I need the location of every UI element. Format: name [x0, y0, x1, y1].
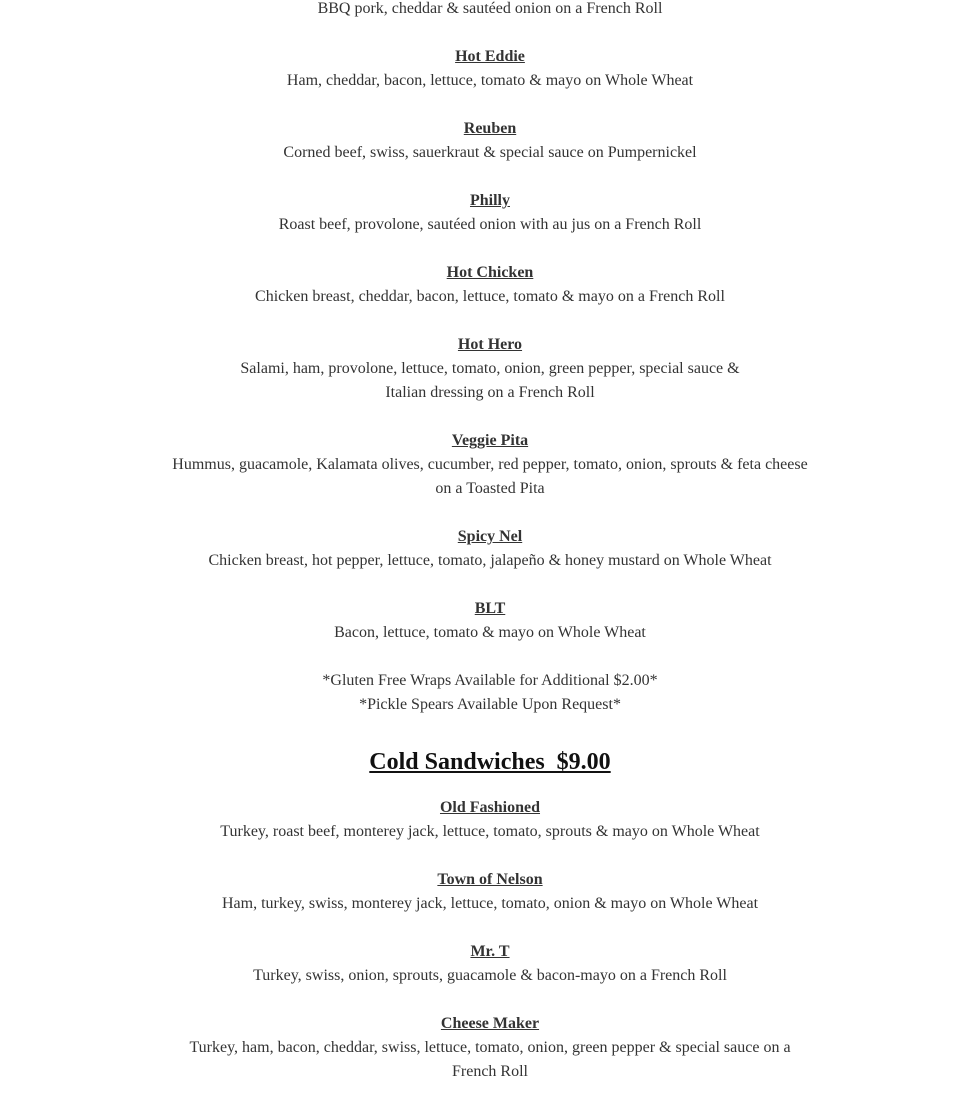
- menu-item-title: BLT: [474, 600, 506, 617]
- menu-item-hot-eddie: [0, 45, 980, 93]
- menu-item-title: Town of Nelson: [437, 871, 543, 888]
- spacer: [0, 988, 980, 1012]
- menu-item-description: Turkey, swiss, onion, sprouts, guacamole & bacon-mayo on a French Roll: [253, 967, 727, 984]
- menu-item-blt: [0, 597, 980, 645]
- menu-item-title: Mr. T: [470, 943, 510, 960]
- spacer: [0, 93, 980, 117]
- menu-item-description: Roast beef, provolone, sautéed onion with au jus on a French Roll: [278, 216, 702, 233]
- menu-item-title: Spicy Nel: [457, 528, 523, 545]
- spacer: [0, 844, 980, 868]
- menu-item-reuben: [0, 117, 980, 165]
- menu-item-description: Turkey, ham, bacon, cheddar, swiss, lettuce, tomato, onion, green pepper & special sauce on a French Roll: [189, 1039, 791, 1080]
- menu-item-hot-hero: [0, 333, 980, 405]
- menu-item-title: Hot Eddie: [455, 48, 525, 65]
- spacer: [0, 165, 980, 189]
- menu-item-description: Chicken breast, hot pepper, lettuce, tomato, jalapeño & honey mustard on Whole Wheat: [208, 552, 772, 569]
- menu-item-description: Bacon, lettuce, tomato & mayo on Whole Wheat: [334, 624, 646, 641]
- spacer: [0, 405, 980, 429]
- spacer: [0, 309, 980, 333]
- menu-item-title: Reuben: [463, 120, 517, 137]
- menu-item-old-fashioned: [0, 796, 980, 844]
- spacer: [0, 237, 980, 261]
- spacer: [0, 777, 980, 796]
- menu-item-description: Ham, cheddar, bacon, lettuce, tomato & mayo on Whole Wheat: [286, 72, 694, 89]
- menu-item-veggie-pita: [0, 429, 980, 501]
- menu-item-description: BBQ pork, cheddar & sautéed onion on a French Roll: [317, 0, 663, 17]
- menu-item-title: Old Fashioned: [439, 799, 541, 816]
- menu-item-title: Cheese Maker: [440, 1015, 540, 1032]
- menu-item-philly: [0, 189, 980, 237]
- menu-item-title: Philly: [469, 192, 510, 209]
- spacer: [0, 573, 980, 597]
- section-title-cold-sandwiches: Cold Sandwiches $9.00: [369, 749, 611, 775]
- menu-item-title: Hot Hero: [457, 336, 523, 353]
- menu-item-title: Hot Chicken: [446, 264, 534, 281]
- spacer: [0, 21, 980, 45]
- menu-item-spicy-nel: [0, 525, 980, 573]
- menu-item-description: Chicken breast, cheddar, bacon, lettuce, tomato & mayo on a French Roll: [255, 288, 725, 305]
- menu-item-title: Veggie Pita: [451, 432, 529, 449]
- spacer: [0, 916, 980, 940]
- menu-item-description: Corned beef, swiss, sauerkraut & special sauce on Pumpernickel: [283, 144, 697, 161]
- menu-item-town-of-nelson: [0, 868, 980, 916]
- menu-item-cheese-maker: [0, 1012, 980, 1084]
- pickle-note: *Pickle Spears Available Upon Request*: [359, 696, 621, 713]
- menu-item-description: Turkey, roast beef, monterey jack, lettuce, tomato, sprouts & mayo on Whole Wheat: [220, 823, 760, 840]
- menu-item-mr-t: [0, 940, 980, 988]
- menu-item-description: Ham, turkey, swiss, monterey jack, lettuce, tomato, onion & mayo on Whole Wheat: [221, 895, 759, 912]
- spacer: [0, 645, 980, 669]
- menu-item-description: Hummus, guacamole, Kalamata olives, cucumber, red pepper, tomato, onion, sprouts & feta cheese on a Toasted Pita: [172, 456, 808, 497]
- gluten-free-note: *Gluten Free Wraps Available for Additional $2.00*: [322, 672, 658, 689]
- menu-item-hot-chicken: [0, 261, 980, 309]
- spacer: [0, 717, 980, 747]
- menu-item-description: Salami, ham, provolone, lettuce, tomato, onion, green pepper, special sauce & Italian dressing on a French Roll: [240, 360, 740, 401]
- spacer: [0, 501, 980, 525]
